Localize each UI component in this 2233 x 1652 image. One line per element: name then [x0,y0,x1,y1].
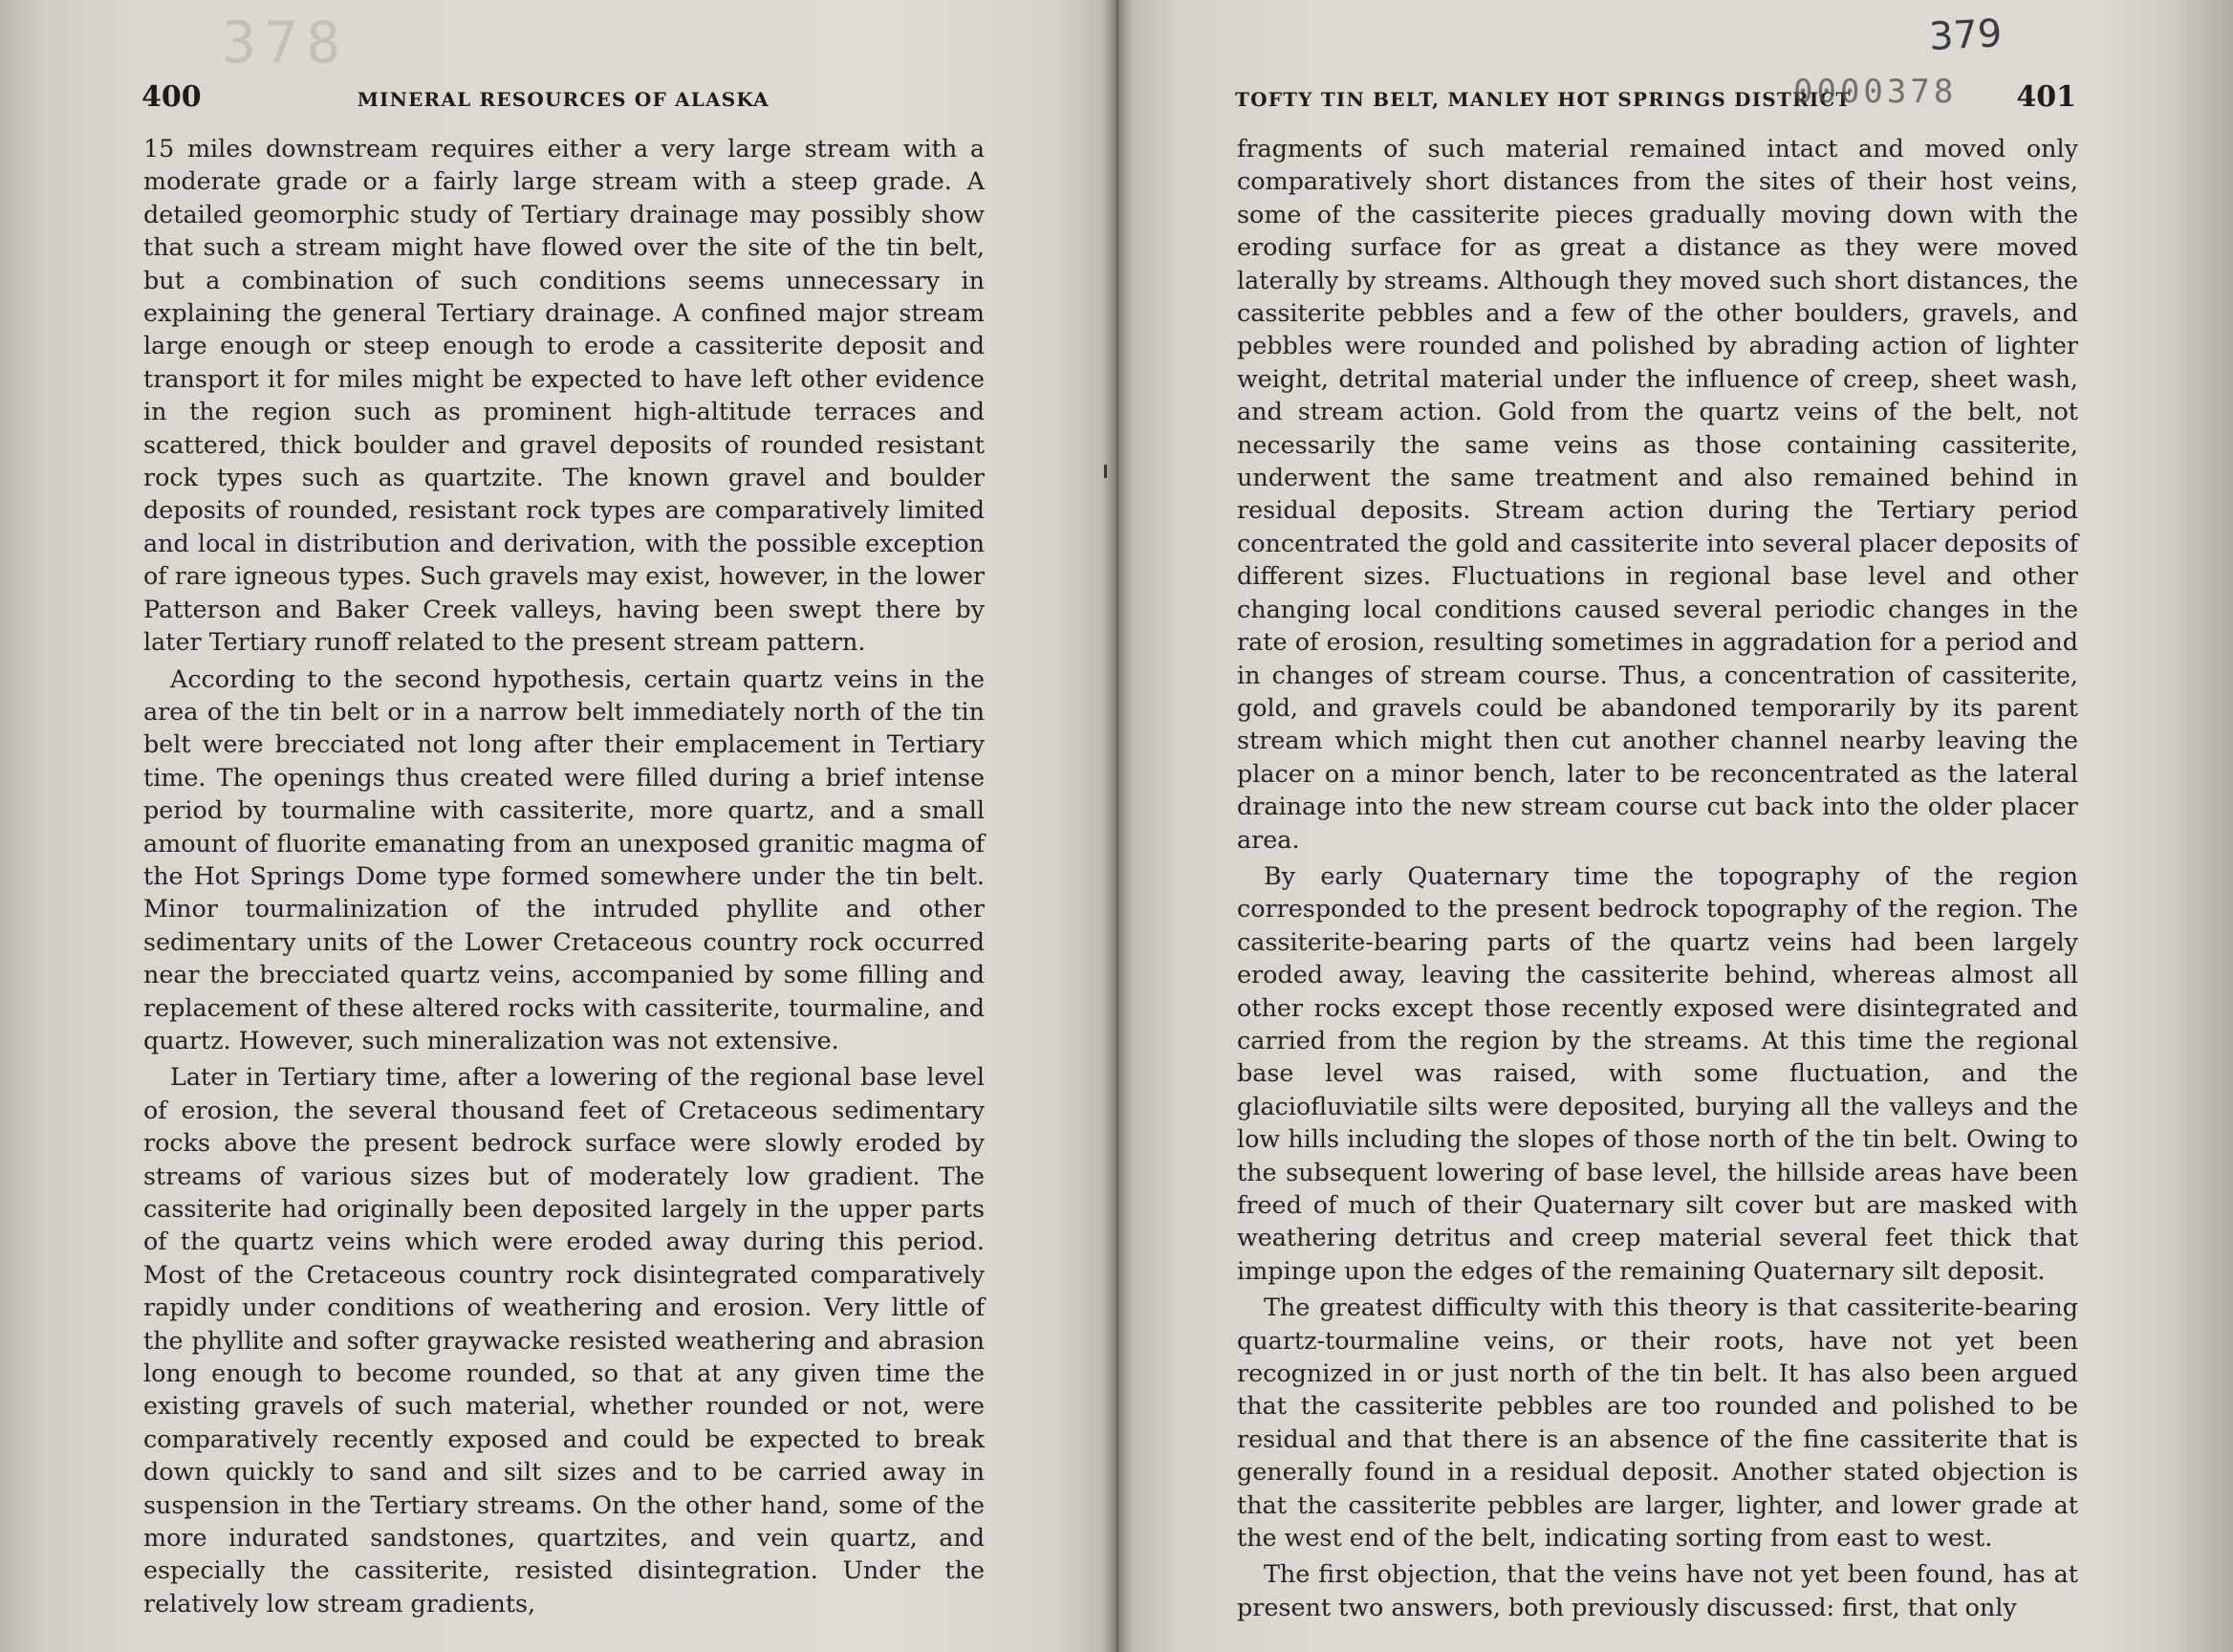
paragraph: The first objection, that the veins have not yet been found, has at present two answers, both previously discussed: first, that only [1237,1559,2078,1621]
left-page [0,0,1109,1652]
paragraph: 15 miles downstream requires either a very large stream with a moderate grade or a fairly large stream with a steep grade. A detailed geomorphic study of Tertiary drainage may possibly show that such a stream might have flowed over the site of the tin belt, but a combination of such conditions seems unnecessary in explaining the general Tertiary drainage. A confined major stream large enough or steep enough to erode a cassiterite deposit and transport it for miles might be expected to have left other evidence in the region such as prominent high-altitude terraces and scattered, thick boulder and gravel deposits of rounded resistant rock types such as quartzite. The known gravel and boulder deposits of rounded, resistant rock types are comparatively limited and local in distribution and derivation, with the possible exception of rare igneous types. Such gravels may exist, however, in the lower Patterson and Baker Creek valleys, having been swept there by later Tertiary runoff related to the present stream pattern. [143,134,985,657]
left-page-number: 400 [141,80,202,114]
bleed-through-number: 378 [222,10,349,76]
paragraph: By early Quaternary time the topography of the region corresponded to the present bedrock topography of the region. The cassiterite-bearing parts of the quartz veins had been largely eroded away, leaving the cassiterite behind, whereas almost all other rocks except those recently exposed were disintegrated and carried from the region by the streams. At this time the regional base level was raised, with some fluctuation, and the glaciofluviatile silts were deposited, burying all the valleys and the low hills including the slopes of those north of the tin belt. Owing to the subsequent lowering of base level, the hillside areas have been freed of much of their Quaternary silt cover but are masked with weathering detritus and creep material several feet thick that impinge upon the edges of the remaining Quaternary silt deposit. [1237,860,2078,1285]
left-page-header [141,80,983,119]
left-running-head: MINERAL RESOURCES OF ALASKA [357,88,770,111]
right-page-body [1237,132,2078,1623]
right-page-number: 401 [2016,80,2076,114]
paragraph: Later in Tertiary time, after a lowering of the regional base level of erosion, the several thousand feet of Cretaceous sedimentary rocks above the present bedrock surface were slowly eroded by streams of various sizes but of moderately low gradient. The cassiterite had originally been deposited largely in the upper parts of the quartz veins which were eroded away during this period. Most of the Cretaceous country rock disintegrated comparatively rapidly under conditions of weathering and erosion. Very little of the phyllite and softer graywacke resisted weathering and abrasion long enough to become rounded, so that at any given time the existing gravels of such material, whether rounded or not, were comparatively recently exposed and could be expected to break down quickly to sand and silt sizes and to be carried away in suspension in the Tertiary streams. On the other hand, some of the more indurated sandstones, quartzites, and vein quartz, and especially the cassiterite, resisted disintegration. Under the relatively low stream gradients, [143,1062,985,1618]
paragraph: According to the second hypothesis, certain quartz veins in the area of the tin belt or in a narrow belt immediately north of the tin belt were brecciated not long after their emplacement in Tertiary time. The openings thus created were filled during a brief intense period by tourmaline with cassiterite, more quartz, and a small amount of fluorite emanating from an unexposed granitic magma of the Hot Springs Dome type formed somewhere under the tin belt. Minor tourmalinization of the intruded phyllite and other sedimentary units of the Lower Cretaceous country rock occurred near the brecciated quartz veins, accompanied by some filling and replacement of these altered rocks with cassiterite, tourmaline, and quartz. However, such mineralization was not extensive. [143,663,985,1054]
right-running-head: TOFTY TIN BELT, MANLEY HOT SPRINGS DISTRICT [1235,88,1852,111]
paragraph: The greatest difficulty with this theory is that cassiterite-bearing quartz-tourmaline veins, or their roots, have not yet been recognized in or just north of the tin belt. It has also been argued that the cassiterite pebbles are too rounded and polished to be residual and that there is an absence of the fine cassiterite that is generally found in a residual deposit. Another stated objection is that the cassiterite pebbles are larger, lighter, and lower grade at the west end of the belt, indicating sorting from east to west. [1237,1293,2078,1553]
gutter-mark [1104,465,1107,478]
left-page-body [143,132,985,1619]
paragraph: fragments of such material remained intact and moved only comparatively short distances from the sites of their host veins, some of the cassiterite pieces gradually moving down with the eroding surface for as great a distance as they were moved laterally by streams. Although they moved such short distances, the cassiterite pebbles and a few of the other boulders, gravels, and pebbles were rounded and polished by abrading action of lighter weight, detrital material under the influence of creep, sheet wash, and stream action. Gold from the quartz veins of the belt, not necessarily the same veins as those containing cassiterite, underwent the same treatment and also remained behind in residual deposits. Stream action during the Tertiary period concentrated the gold and cassiterite into several placer deposits of different sizes. Fluctuations in regional base level and other changing local conditions caused several periodic changes in the rate of erosion, resulting sometimes in aggradation for a period and in changes of stream course. Thus, a concentration of cassiterite, gold, and gravels could be abandoned temporarily by its parent stream which might then cut another channel nearby leaving the placer on a minor bench, later to be reconcentrated as the lateral drainage into the new stream course cut back into the older placer area. [1237,134,2078,854]
handwritten-page-number: 379 [1927,11,2004,59]
archive-stamp: 0000378 [1793,73,1958,111]
